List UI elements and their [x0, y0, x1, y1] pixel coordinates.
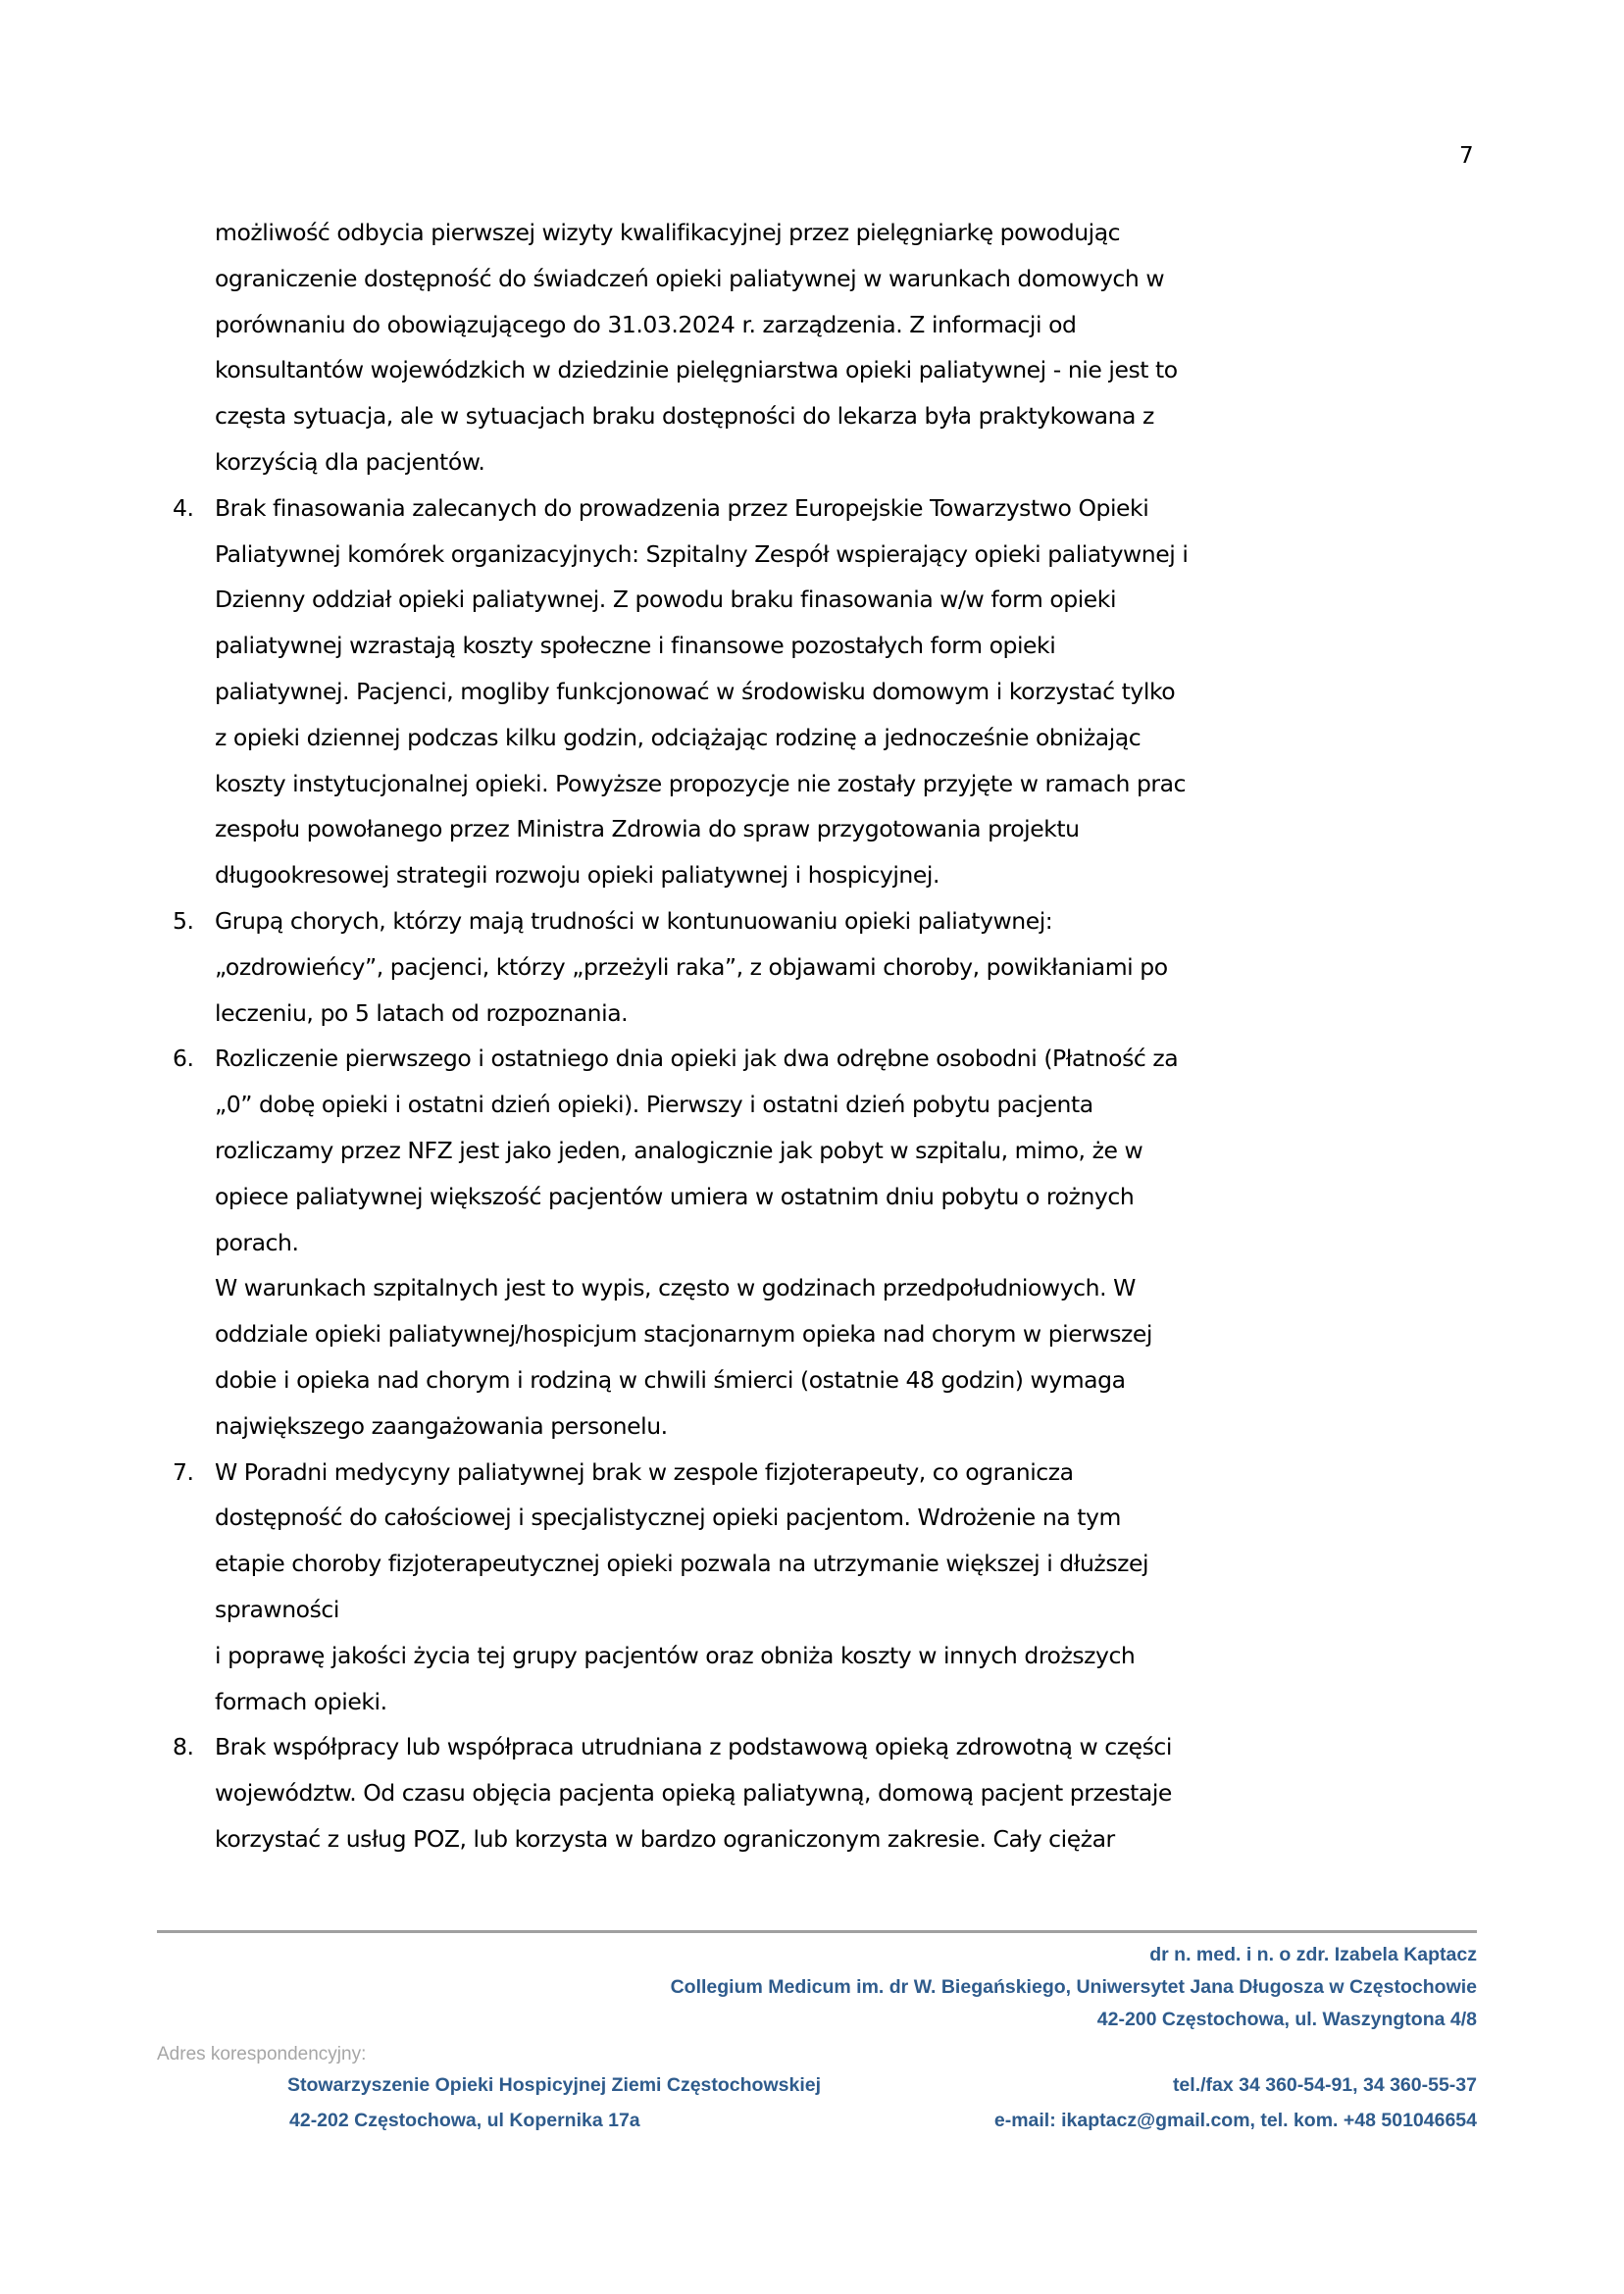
page-number: 7 — [1459, 143, 1474, 169]
text-line: i poprawę jakości życia tej grupy pacjentów oraz obniża koszty w innych droższych — [215, 1641, 1136, 1669]
text-line: ograniczenie dostępność do świadczeń opieki paliatywnej w warunkach domowych w — [215, 264, 1165, 292]
text-line: etapie choroby fizjoterapeutycznej opieki pozwala na utrzymanie większej i dłuższej — [215, 1550, 1149, 1578]
text-line: konsultantów wojewódzkich w dziedzinie pielęgniarstwa opieki paliatywnej - nie jest to — [215, 356, 1178, 384]
text-line: Dzienny oddział opieki paliatywnej. Z powodu braku finasowania w/w form opieki — [215, 586, 1117, 614]
text-line: Grupą chorych, którzy mają trudności w kontunuowaniu opieki paliatywnej: — [215, 906, 1053, 935]
text-line: formach opieki. — [215, 1687, 387, 1715]
text-line: dostępność do całościowej i specjalistycznej opieki pacjentom. Wdrożenie na tym — [215, 1504, 1121, 1532]
text-line: możliwość odbycia pierwszej wizyty kwalifikacyjnej przez pielęgniarkę powodując — [215, 219, 1121, 246]
continuation-paragraph — [173, 210, 1487, 485]
list-number: 6. — [173, 1045, 194, 1073]
list-item-5 — [173, 898, 1487, 1036]
text-line: Brak finasowania zalecanych do prowadzenia przez Europejskie Towarzystwo Opieki — [215, 493, 1149, 522]
text-line: korzyścią dla pacjentów. — [215, 447, 485, 476]
text-line: województw. Od czasu objęcia pacjenta opieką paliatywną, domową pacjent przestaje — [215, 1779, 1172, 1808]
list-number: 4. — [173, 493, 194, 522]
footer-email-phone[interactable]: e-mail: ikaptacz@gmail.com, tel. kom. +48 501046654 — [993, 2110, 1477, 2131]
list-item-8 — [173, 1724, 1487, 1861]
text-line: największego zaangażowania personelu. — [215, 1411, 668, 1440]
text-line: „ozdrowieńcy”, pacjenci, którzy „przeżyli raka”, z objawami choroby, powikłaniami po — [215, 952, 1168, 981]
text-line: częsta sytuacja, ale w sytuacjach braku dostępności do lekarza była praktykowana z — [215, 402, 1154, 431]
text-line: rozliczamy przez NFZ jest jako jeden, analogicznie jak pobyt w szpitalu, mimo, że w — [215, 1136, 1143, 1164]
footer-divider — [157, 1930, 1477, 1933]
footer-correspondence-label: Adres korespondencyjny: — [157, 2044, 367, 2065]
text-line: paliatywnej. Pacjenci, mogliby funkcjonować w środowisku domowym i korzystać tylko — [215, 677, 1176, 705]
text-line: paliatywnej wzrastają koszty społeczne i finansowe pozostałych form opieki — [215, 632, 1056, 660]
list-item-7 — [173, 1450, 1487, 1725]
text-line: Rozliczenie pierwszego i ostatniego dnia opieki jak dwa odrębne osobodni (Płatność za — [215, 1045, 1179, 1073]
text-line: porach. — [215, 1228, 299, 1256]
text-line: porównaniu do obowiązującego do 31.03.2024 r. zarządzenia. Z informacji od — [215, 310, 1077, 338]
text-line: oddziale opieki paliatywnej/hospicjum stacjonarnym opieka nad chorym w pierwszej — [215, 1320, 1152, 1349]
footer-author: dr n. med. i n. o zdr. Izabela Kaptacz — [1149, 1944, 1477, 1965]
footer-institution: Collegium Medicum im. dr W. Biegańskiego, Uniwersytet Jana Długosza w Częstochowie — [670, 1976, 1477, 1998]
text-line: z opieki dziennej podczas kilku godzin, odciążając rodzinę a jednocześnie obniżając — [215, 723, 1142, 751]
text-line: sprawności — [215, 1595, 339, 1623]
text-line: zespołu powołanego przez Ministra Zdrowia do spraw przygotowania projektu — [215, 815, 1080, 843]
list-item-4 — [173, 485, 1487, 898]
text-line: Brak współpracy lub współpraca utrudniana z podstawową opieką zdrowotną w części — [215, 1733, 1172, 1761]
text-line: długookresowej strategii rozwoju opieki paliatywnej i hospicyjnej. — [215, 861, 939, 890]
text-line: dobie i opieka nad chorym i rodziną w chwili śmierci (ostatnie 48 godzin) wymaga — [215, 1365, 1126, 1394]
list-item-6 — [173, 1036, 1487, 1449]
text-line: opiece paliatywnej większość pacjentów umiera w ostatnim dniu pobytu o rożnych — [215, 1182, 1135, 1210]
list-number: 7. — [173, 1457, 194, 1486]
text-line: leczeniu, po 5 latach od rozpoznania. — [215, 998, 629, 1027]
footer-organization-address: 42-202 Częstochowa, ul Kopernika 17a — [289, 2110, 640, 2131]
text-line: Paliatywnej komórek organizacyjnych: Szpitalny Zespół wspierający opieki paliatywnej i — [215, 539, 1189, 568]
footer-organization: Stowarzyszenie Opieki Hospicyjnej Ziemi Częstochowskiej — [287, 2074, 822, 2096]
text-line: W warunkach szpitalnych jest to wypis, często w godzinach przedpołudniowych. W — [215, 1274, 1136, 1302]
document-body — [173, 210, 1487, 1862]
text-line: korzystać z usług POZ, lub korzysta w bardzo ograniczonym zakresie. Cały ciężar — [215, 1824, 1115, 1853]
footer-phone-fax: tel./fax 34 360-54-91, 34 360-55-37 — [1172, 2074, 1477, 2096]
text-line: „0” dobę opieki i ostatni dzień opieki). Pierwszy i ostatni dzień pobytu pacjenta — [215, 1091, 1093, 1119]
list-number: 8. — [173, 1733, 194, 1761]
list-number: 5. — [173, 906, 194, 935]
footer-institution-address: 42-200 Częstochowa, ul. Waszyngtona 4/8 — [1096, 2009, 1477, 2030]
text-line: koszty instytucjonalnej opieki. Powyższe propozycje nie zostały przyjęte w ramach prac — [215, 769, 1187, 797]
text-line: W Poradni medycyny paliatywnej brak w zespole fizjoterapeuty, co ogranicza — [215, 1457, 1074, 1486]
